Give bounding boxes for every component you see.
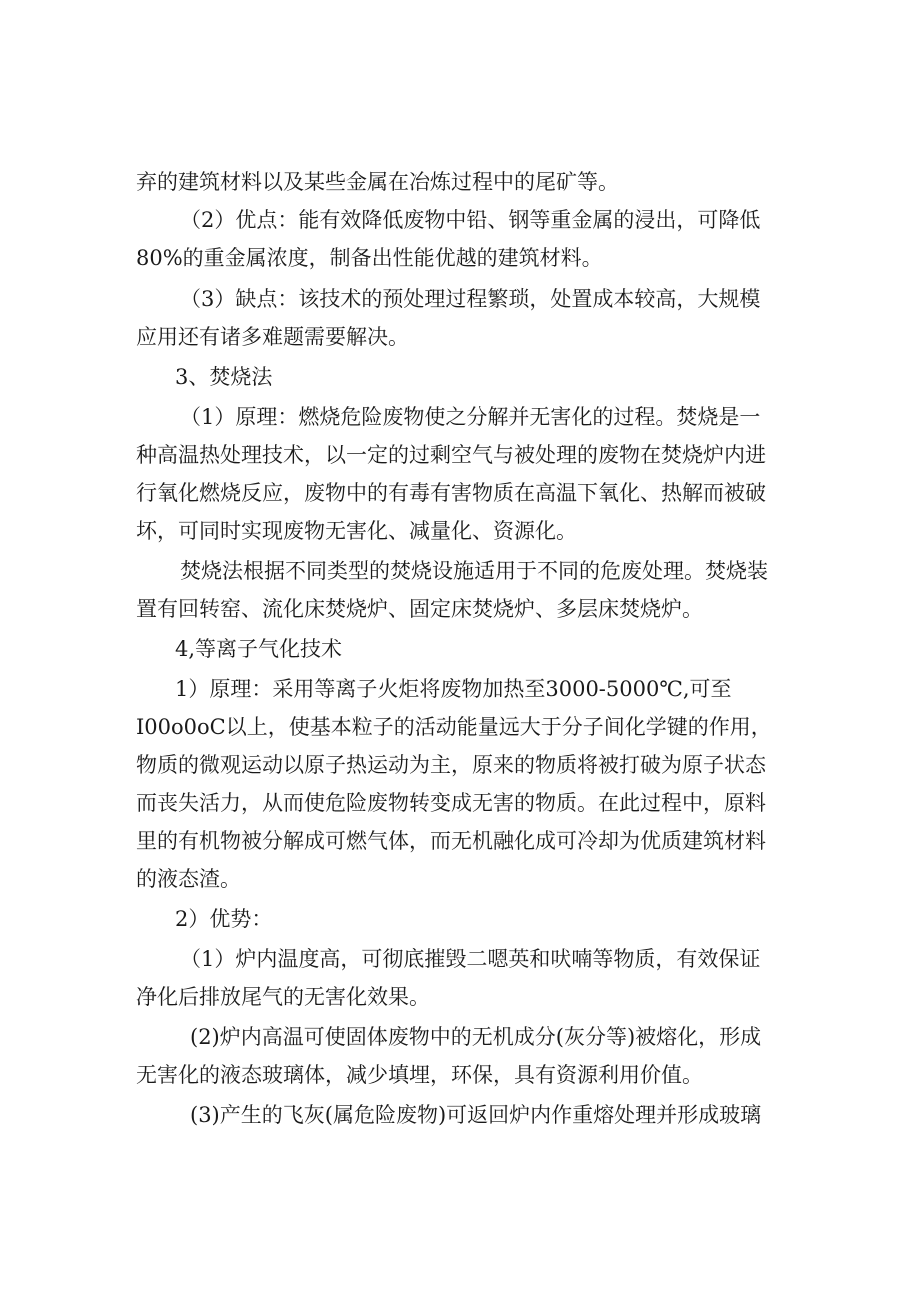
line-text: 2）优势： [175,907,273,931]
line-text: 4,等离子气化技术 [175,637,343,661]
line-text: （1）炉内温度高，可彻底摧毁二嗯英和吠喃等物质，有效保证 [180,947,761,971]
text-line [0,516,920,546]
line-text: 净化后排放尾气的无害化效果。 [136,985,430,1009]
text-line [0,1100,920,1130]
line-text: (3)产生的飞灰(属危险废物)可返回炉内作重熔处理并形成玻璃 [190,1103,762,1127]
line-text: 应用还有诸多难题需要解决。 [136,325,409,349]
text-line [0,167,920,197]
text-line [0,826,920,856]
line-text: 无害化的液态玻璃体，减少填埋，环保，具有资源利用价值。 [136,1063,703,1087]
line-text: （3）缺点：该技术的预处理过程繁琐，处置成本较高，大规模 [180,287,761,311]
text-line [0,205,920,235]
text-line [0,440,920,470]
text-line [0,1060,920,1090]
line-text: 行氧化燃烧反应，废物中的有毒有害物质在高温下氧化、热解而被破 [136,481,766,505]
text-line [0,788,920,818]
line-text: 1）原理：采用等离子火炬将废物加热至3000-5000℃,可至 [175,677,732,701]
text-line [0,864,920,894]
text-line [0,243,920,273]
text-line [0,674,920,704]
text-line [0,402,920,432]
line-text: 置有回转窑、流化床焚烧炉、固定床焚烧炉、多层床焚烧炉。 [136,597,703,621]
line-text: (2)炉内高温可使固体废物中的无机成分(灰分等)被熔化，形成 [190,1025,762,1049]
line-text: I00o0oC以上，使基本粒子的活动能量远大于分子间化学键的作用， [136,715,772,739]
line-text: 物质的微观运动以原子热运动为主，原来的物质将被打破为原子状态 [136,753,766,777]
section-heading [0,634,920,664]
text-line [0,750,920,780]
text-line [0,322,920,352]
text-line [0,1022,920,1052]
line-text: 的液态渣。 [136,867,241,891]
text-line [0,556,920,586]
line-text: 80%的重金属浓度，制备出性能优越的建筑材料。 [136,246,603,270]
line-text: （2）优点：能有效降低废物中铅、钢等重金属的浸出，可降低 [180,208,761,232]
section-heading [0,362,920,392]
line-text: 里的有机物被分解成可燃气体，而无机融化成可冷却为优质建筑材料 [136,829,766,853]
line-text: 焚烧法根据不同类型的焚烧设施适用于不同的危废处理。焚烧装 [180,559,768,583]
section-heading [0,904,920,934]
line-text: 坏，可同时实现废物无害化、减量化、资源化。 [136,519,577,543]
line-text: 而丧失活力，从而使危险废物转变成无害的物质。在此过程中，原料 [136,791,766,815]
text-line [0,594,920,624]
text-line [0,478,920,508]
text-line [0,712,920,742]
line-text: 弃的建筑材料以及某些金属在冶炼过程中的尾矿等。 [136,170,619,194]
text-line [0,284,920,314]
text-line [0,944,920,974]
line-text: （1）原理：燃烧危险废物使之分解并无害化的过程。焚烧是一 [180,405,761,429]
text-line [0,982,920,1012]
line-text: 种高温热处理技术，以一定的过剩空气与被处理的废物在焚烧炉内进 [136,443,766,467]
line-text: 3、焚烧法 [175,365,273,389]
